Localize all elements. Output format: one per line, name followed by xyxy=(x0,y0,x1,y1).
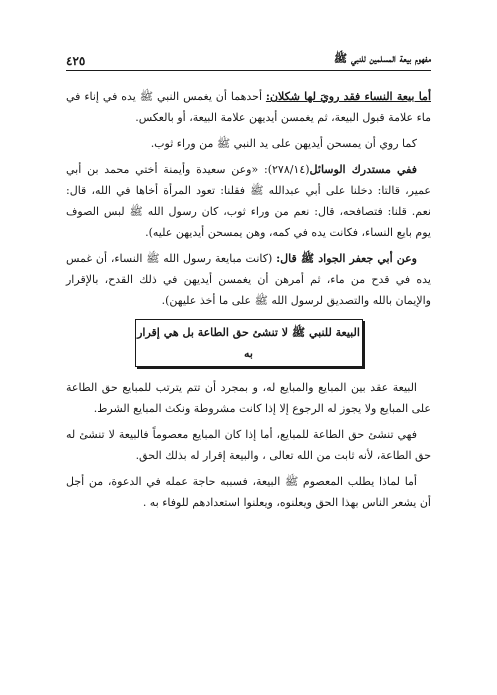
paragraph-6: فهي تنشئ حق الطاعة للمبايع، أما إذا كان المبايع معصوماً فالبيعة لا تنشئ له حق الطاعة، لأنه ثابت من الله تعالى ، والبيعة إقرار له بذلك الحق. xyxy=(66,428,431,462)
paragraph-3-text: (٢٧٨/١٤): «وعن سعيدة وأيمنة أختي محمد بن أبي عمير، قالتا: دخلنا على أبي عبدالله ﷺ فقلنا: تعود المرأة أخاها في الله، قال: نعم. قلنا: فتصافحه، قال: نعم من وراء ثوب، كان رسول الله ﷺ لبس الصوف يوم بايع النساء، فكانت يده في كمه، وهن يمسحن أيديهن عليه). xyxy=(66,163,431,239)
paragraph-5: البيعة عقد بين المبايع والمبايع له، و بمجرد أن تتم يترتب للمبايع حق الطاعة على المبايع ولا يجوز له الرجوع إلا إذا كانت مشروطة ونكث المبايع الشرط. xyxy=(66,381,431,415)
paragraph-7: أما لماذا يطلب المعصوم ﷺ البيعة، فسببه حاجة عمله في الدعوة، من أجل أن يشعر الناس بهذا الحق ويعلنوه، ويعلنوا استعدادهم للوفاء به . xyxy=(66,475,431,509)
paragraph-1-lead: أما بيعة النساء فقد رويَ لها شكلان: xyxy=(265,90,431,103)
section-title: البيعة للنبي ﷺ لا تنشئ حق الطاعة بل هي إقرار به xyxy=(135,319,363,367)
paragraph-3 xyxy=(66,159,431,243)
paragraph-4-text: (كانت مبايعة رسول الله ﷺ النساء، أن غمس يده في قدح من ماء، ثم أمرهن أن يغمسن أيديهن في ذلك القدح، بالإقرار والإيمان بالله والتصديق لرسول الله ﷺ على ما أخذ عليهن). xyxy=(66,252,431,307)
paragraph-1-text: أحدهما أن يغمس النبي ﷺ يده في إناء في ماء علامة قبول البيعة، ثم يغمسن أيديهن علامة البيعة، أو بالعكس. xyxy=(66,90,431,124)
paragraph-1 xyxy=(66,86,431,128)
paragraph-4-lead: وعن أبي جعفر الجواد ﷺ قال: xyxy=(276,252,417,265)
page-number: ٤٢٥ xyxy=(66,54,86,68)
paragraph-3-lead: ففي مستدرك الوسائل xyxy=(309,163,417,176)
paragraph-4 xyxy=(66,248,431,311)
page-header xyxy=(66,46,431,68)
running-title: مفهوم بيعة المسلمين للنبي ﷺ xyxy=(333,52,431,65)
paragraph-2: كما روي أن يمسحن أيديهن على يد النبي ﷺ من وراء ثوب. xyxy=(150,137,417,150)
body-text xyxy=(66,86,431,518)
header-rule xyxy=(66,70,431,71)
